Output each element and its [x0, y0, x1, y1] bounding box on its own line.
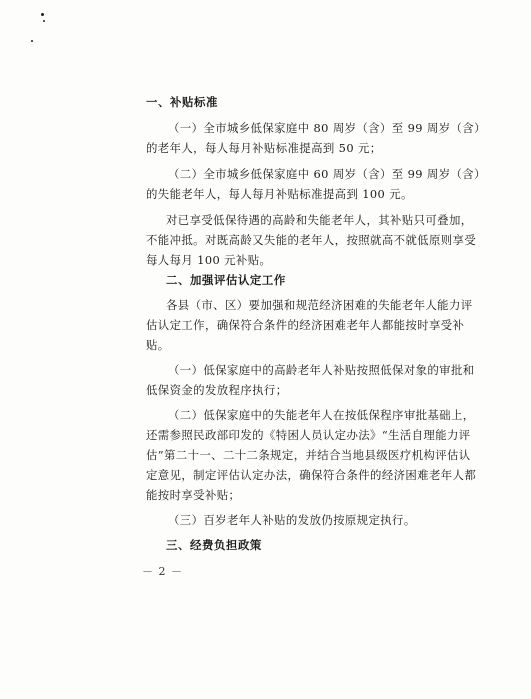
- paragraph-line: 不能冲抵。对既高龄又失能的老年人，按照就高不就低原则享受: [146, 233, 477, 247]
- section-heading-subsidy-standard: 一、补贴标准: [146, 95, 218, 109]
- paragraph-line: 的老年人，每人每月补贴标准提高到 50 元；: [146, 141, 382, 155]
- scan-speck: [31, 40, 33, 42]
- paragraph-line: 各县（市、区）要加强和规范经济困难的失能老年人能力评: [166, 298, 473, 312]
- scan-speck: [41, 13, 44, 16]
- document-body: [146, 92, 486, 555]
- page-number: － 2 －: [142, 565, 183, 578]
- section-heading-assessment: 二、加强评估认定工作: [166, 273, 286, 287]
- paragraph-line: 估认定工作，确保符合条件的经济困难老年人都能按时享受补: [146, 318, 465, 332]
- paragraph-line: 还需参照民政部印发的《特困人员认定办法》“生活自理能力评: [146, 428, 471, 442]
- paragraph-line: 的失能老年人，每人每月补贴标准提高到 100 元。: [146, 187, 413, 201]
- paragraph-line: （三）百岁老年人补贴的发放仍按原规定执行。: [168, 513, 416, 527]
- paragraph-line: （二）低保家庭中的失能老年人在按低保程序审批基础上，: [168, 408, 475, 422]
- paragraph-line: 每人每月 100 元补贴。: [146, 253, 272, 267]
- paragraph-line: 贴。: [146, 338, 170, 352]
- paragraph-line: 对已享受低保待遇的高龄和失能老年人，其补贴只可叠加，: [166, 213, 473, 227]
- paragraph-line: 能按时享受补贴；: [146, 488, 241, 502]
- scan-speck: [43, 20, 45, 22]
- paragraph-line: 估”第二十一、二十二条规定，并结合当地县级医疗机构评估认: [146, 448, 471, 462]
- paragraph-line: （一）低保家庭中的高龄老年人补贴按照低保对象的审批和: [168, 363, 475, 377]
- paragraph-line: （二）全市城乡低保家庭中 60 周岁（含）至 99 周岁（含）: [168, 167, 486, 181]
- paragraph-line: （一）全市城乡低保家庭中 80 周岁（含）至 99 周岁（含）: [168, 121, 486, 135]
- paragraph-line: 定意见，制定评估认定办法，确保符合条件的经济困难老年人都: [146, 468, 477, 482]
- section-heading-funding: 三、经费负担政策: [166, 538, 262, 552]
- paragraph-line: 低保资金的发放程序执行；: [146, 383, 288, 397]
